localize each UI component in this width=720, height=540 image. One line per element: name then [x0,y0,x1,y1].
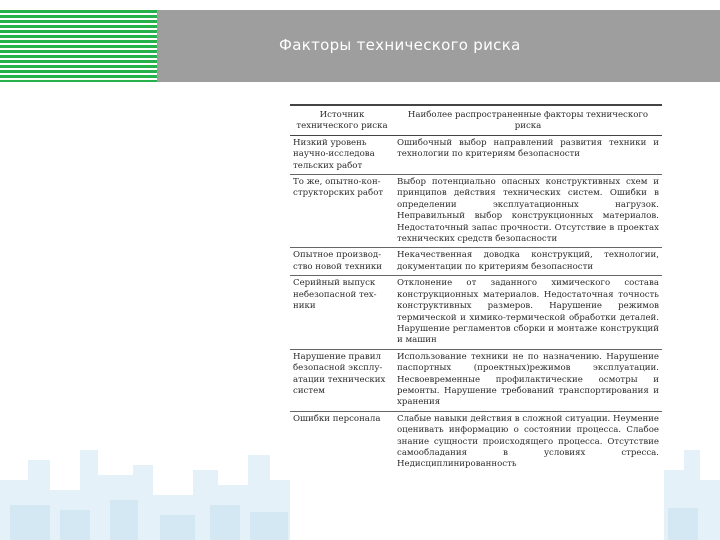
table-row [290,276,662,349]
column-header-factors: Наиболее распространенные факторы технического риска [394,105,662,135]
column-header-source: Источник технического риска [290,105,394,135]
risk-factors-cell: Использование техники не по назначению. Нарушение паспортных (проектных)режимов эксплуатации. Несвоевременные профилактические осмотры и ремонты. Нарушение требований транспортирования и хранения [394,349,662,411]
risk-factors-cell: Ошибочный выбор направлений развития техники и технологии по критериям безопасности [394,135,662,174]
risk-source-cell: Нарушение правил безопасной эксплу-атации технических систем [290,349,394,411]
risk-factors-table-image [290,104,664,496]
table-row [290,411,662,473]
risk-factors-cell: Отклонение от заданного химического состава конструкционных материалов. Недостаточная точность конструктивных размеров. Нарушение режимов термической и химико-термической обработки деталей. Нарушение регламентов сборки и монтаже конструкций и машин [394,276,662,349]
table-row [290,248,662,276]
risk-source-cell: То же, опытно-кон-структорских работ [290,175,394,248]
risk-factors-cell: Выбор потенциально опасных конструктивных схем и принципов действия технических систем. Ошибки в определении эксплуатационных нагрузок. Неправильный выбор конструкционных материалов. Недостаточный запас прочности. Отсутствие в проектах технических средств безопасности [394,175,662,248]
risk-factors-cell: Некачественная доводка конструкций, технологии, документации по критериям безопасности [394,248,662,276]
risk-source-cell: Опытное производ-ство новой техники [290,248,394,276]
risk-source-cell: Ошибки персонала [293,413,381,424]
table-row [290,135,662,174]
risk-factors-cell: Слабые навыки действия в сложной ситуации. Неумение оценивать информацию о состоянии процесса. Слабое знание сущности происходящего процесса. Отсутствие самообладания в условиях стресса. Недисциплинированность [397,413,659,470]
table-header-row [290,105,662,135]
green-stripes-decoration [0,10,157,82]
table-row [290,349,662,411]
title-bar [157,10,720,82]
risk-source-cell: Серийный выпуск небезопасной тех-ники [290,276,394,349]
table-row [290,175,662,248]
risk-factors-table [290,104,662,473]
risk-source-cell: Низкий уровень научно-исследова тельских работ [290,135,394,174]
slide-title: Факторы технического риска [279,36,521,54]
